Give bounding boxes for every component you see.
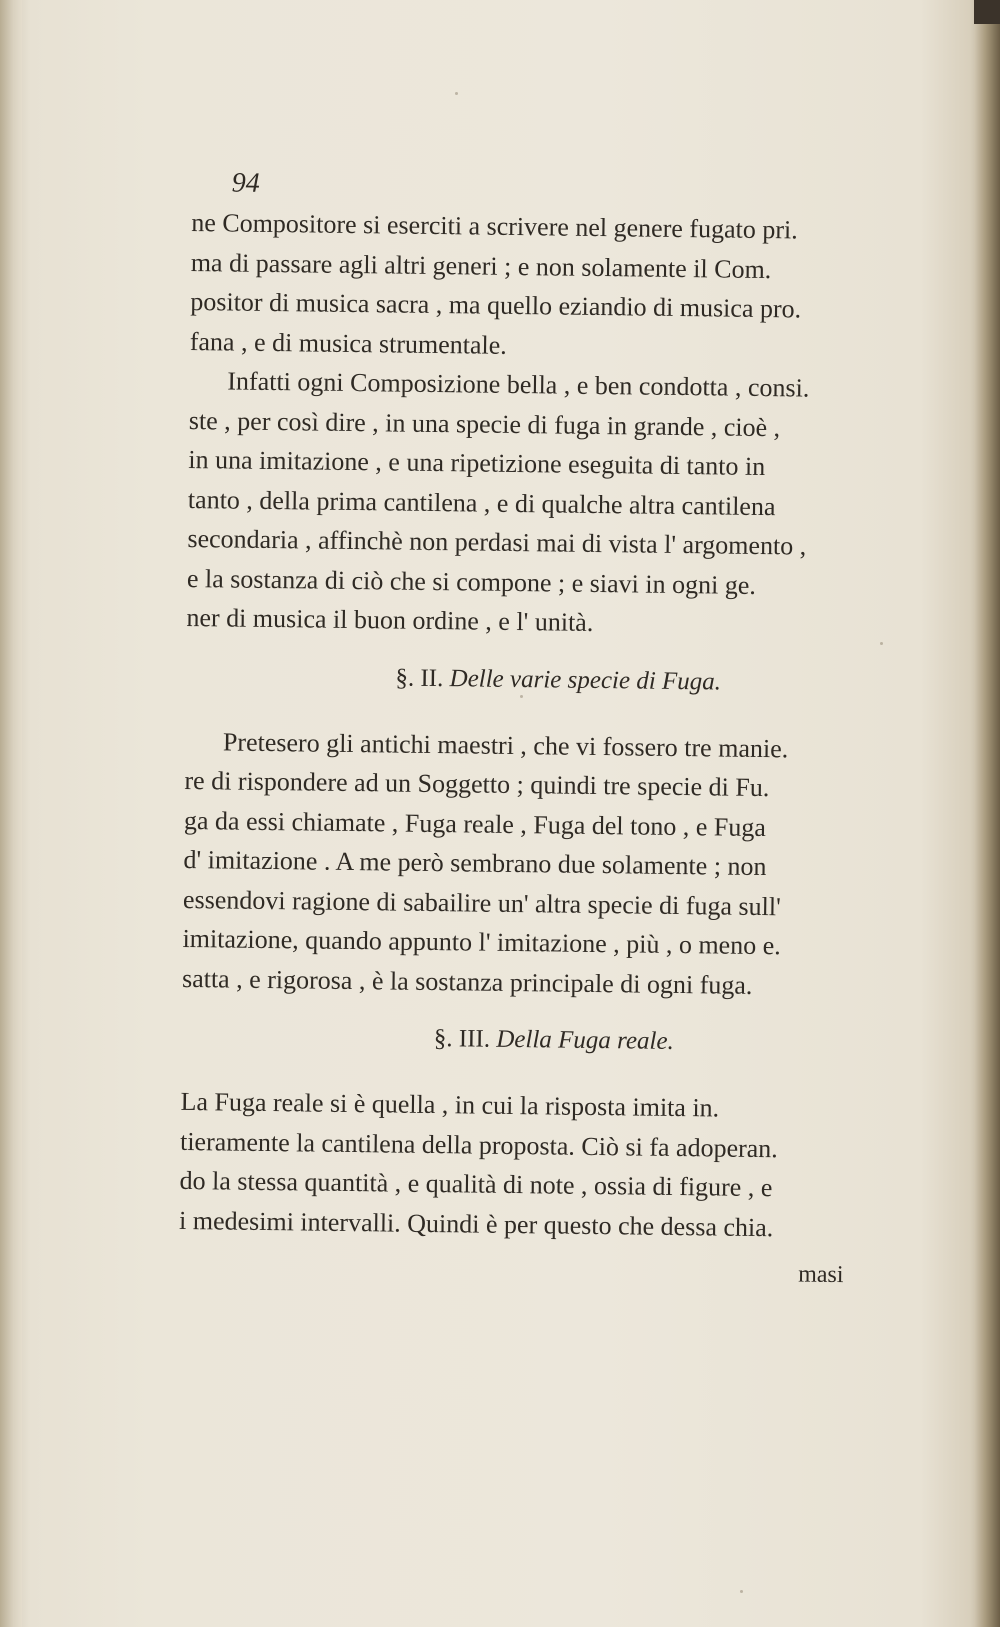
paragraph-1 <box>190 203 937 370</box>
text-line: Pretesero gli antichi maestri , che vi fossero tre manie. <box>222 726 789 763</box>
text-line: imitazione, quando appunto l' imitazione , più , o meno e. <box>182 923 781 961</box>
section-number: §. II. <box>395 664 444 692</box>
paragraph-3 <box>182 721 930 1007</box>
text-line: positor di musica sacra , ma quello eziandio di musica pro. <box>190 286 802 324</box>
paragraph-4 <box>179 1082 926 1249</box>
text-line: i medesimi intervalli. Quindi è per questo che dessa chia. <box>178 1205 774 1242</box>
section-number: §. III. <box>433 1025 491 1053</box>
section-heading-2 <box>186 655 931 704</box>
paper-speck <box>520 695 523 698</box>
text-line: La Fuga reale si è quella , in cui la risposta imita in. <box>180 1086 720 1123</box>
paper-speck <box>740 1590 743 1593</box>
text-line: ner di musica il buon ordine , e l' unità. <box>186 602 594 637</box>
text-line: ne Compositore si eserciti a scrivere nel genere fugato pri. <box>191 207 798 245</box>
page-number: 94 <box>231 167 260 199</box>
text-line: in una imitazione , e una ripetizione eseguita di tanto in <box>188 444 766 482</box>
text-line: fana , e di musica strumentale. <box>189 326 507 360</box>
text-line: do la stessa quantità , e qualità di note , ossia di figure , e <box>179 1165 773 1203</box>
text-line: essendovi ragione di sabailire un' altra specie di fuga sull' <box>182 884 781 921</box>
page-corner-shadow <box>974 0 1000 24</box>
text-line: secondaria , affinchè non perdasi mai di vista l' argomento , <box>187 523 807 561</box>
paper-speck <box>455 92 458 95</box>
text-line: d' imitazione . A me però sembrano due solamente ; non <box>183 844 767 882</box>
text-line: satta , e rigorosa , è la sostanza principale di ogni fuga. <box>181 963 753 1000</box>
section-title: Delle varie specie di Fuga. <box>449 664 722 696</box>
text-line: ste , per così dire , in una specie di fuga in grande , cioè , <box>188 405 781 442</box>
page-fore-edge <box>974 0 1000 1627</box>
text-line: tanto , della prima cantilena , e di qualche altra cantilena <box>187 484 776 521</box>
text-line: ga da essi chiamate , Fuga reale , Fuga del tono , e Fuga <box>183 805 767 842</box>
paragraph-2 <box>186 361 934 647</box>
text-line: tieramente la cantilena della proposta. Ciò si fa adoperan. <box>179 1126 778 1163</box>
section-title: Della Fuga reale. <box>496 1025 674 1055</box>
text-line: Infatti ogni Composizione bella , e ben condotta , consi. <box>227 366 810 403</box>
text-line: re di rispondere ad un Soggetto ; quindi tre specie di Fu. <box>184 765 770 803</box>
page-text-block <box>178 165 937 1297</box>
page-gutter <box>0 0 22 1627</box>
text-line: ma di passare agli altri generi ; e non solamente il Com. <box>190 247 772 284</box>
catchword: masi <box>798 1261 844 1289</box>
paper-speck <box>880 642 883 645</box>
section-heading-3 <box>181 1016 926 1065</box>
text-line: e la sostanza di ciò che si compone ; e siavi in ogni ge. <box>186 563 757 600</box>
